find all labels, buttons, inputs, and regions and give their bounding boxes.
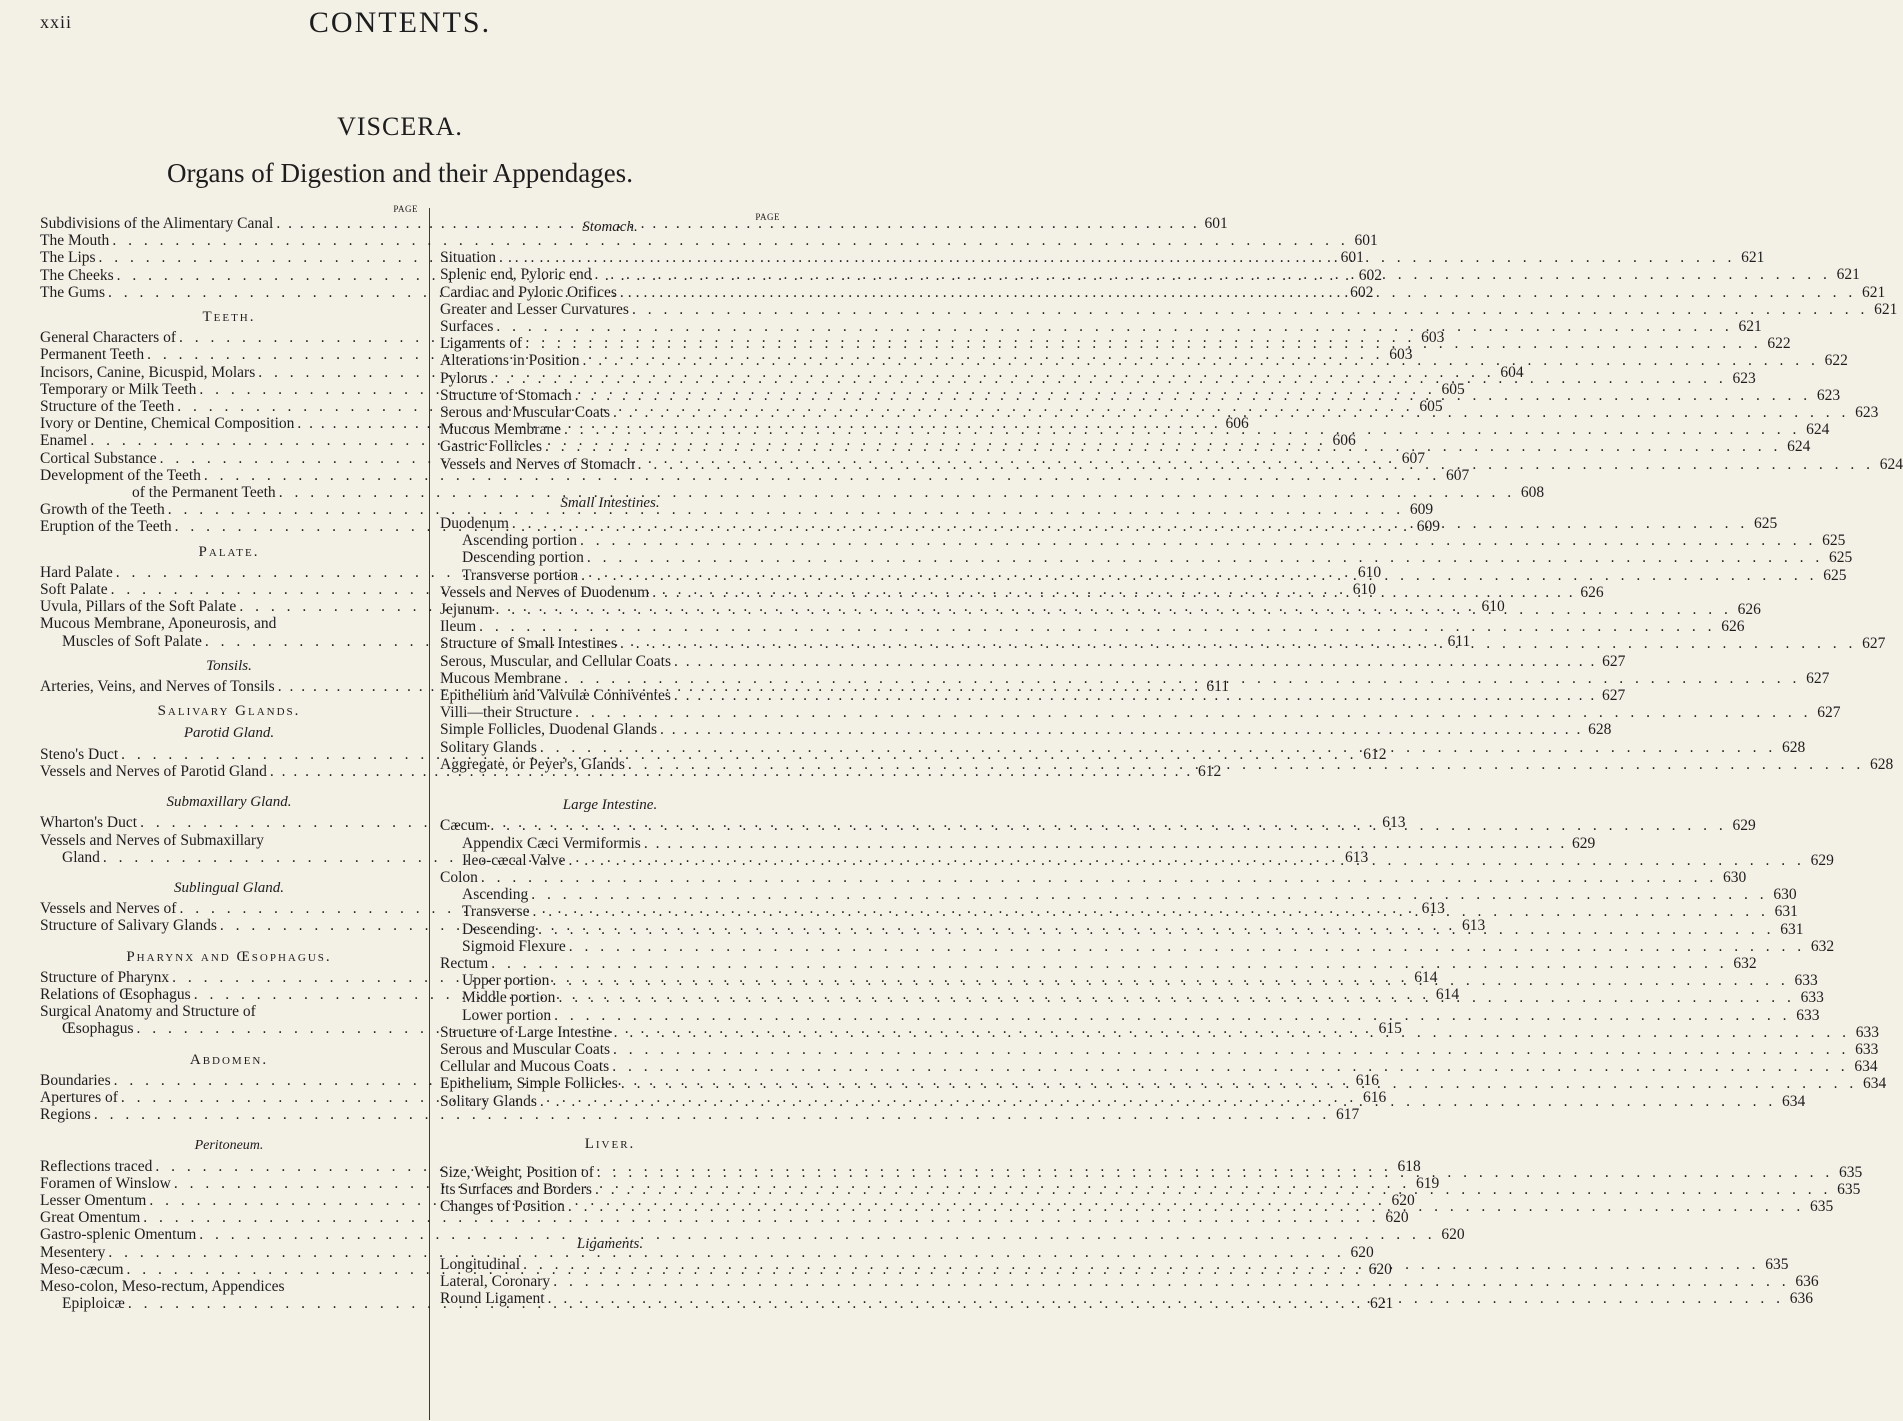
toc-entry-title: Greater and Lesser Curvatures [440,300,629,318]
toc-entry-page: 614 [1435,985,1460,1003]
leader-dots [545,1290,1784,1307]
leader-dots [578,567,1817,584]
toc-entry-title: Ileo-cæcal Valve [462,851,566,869]
toc-entry-page: 633 [1855,1023,1879,1041]
leader-dots [509,515,1748,532]
leader-dots [671,653,1596,670]
toc-entry-page: 610 [1481,598,1505,616]
toc-entry-title: Growth of the Teeth [40,501,165,519]
toc-entry-title: Subdivisions of the Alimentary Canal [40,215,274,232]
leader-dots [520,1256,1759,1273]
toc-entry-page: 630 [1723,868,1747,886]
leader-dots [610,404,1849,421]
toc-entry[interactable] [40,1209,1409,1227]
toc-entry-page: 629 [1732,817,1756,835]
toc-entry-title: Epithelium and Valvulæ Conniventes [440,687,671,705]
toc-entry-title: Solitary Glands [440,738,537,756]
toc-entry-page: 601 [1354,232,1378,250]
leader-dots [537,1093,1776,1110]
toc-entry-page: 613 [1462,917,1486,935]
toc-entry-page: 624 [1787,438,1811,456]
toc-entry-title: The Mouth [40,232,110,250]
leader-dots [561,670,1800,687]
section-title: VISCERA. [337,112,463,141]
toc-entry-title: General Characters of [40,329,176,347]
toc-entry-title: Vessels and Nerves of [40,900,177,918]
toc-entry-title: Steno's Duct [40,745,119,763]
toc-entry[interactable] [440,1006,1820,1024]
leader-dots [493,601,1732,618]
toc-entry-page: 609 [1416,518,1441,536]
toc-entry-title: Serous and Muscular Coats [440,1040,611,1058]
toc-entry-title: Vessels and Nerves of Stomach [440,455,635,473]
toc-entry-page: 635 [1765,1255,1789,1273]
leader-dots [549,972,1788,989]
toc-entry-page: 602 [1358,266,1382,284]
heading-peritoneum: Peritoneum. [194,1138,264,1154]
toc-entry-title: Structure of Small Intestines [440,635,617,653]
leader-dots [488,955,1727,972]
toc-entry-title: Enamel [40,432,88,450]
toc-entry[interactable] [440,834,1596,852]
toc-entry-page: 622 [1767,335,1791,353]
leader-dots [617,284,1856,301]
heading-parotid-gland: Parotid Gland. [183,725,275,742]
toc-entry-page: 629 [1810,851,1834,869]
toc-entry-submaxillary-vessels[interactable]: Vessels and Nerves of Submaxillary [40,831,264,849]
heading-tonsils: Tonsils. [206,657,252,674]
toc-entry-page: 603 [1389,346,1413,364]
toc-entry-title: Cæcum [440,817,488,835]
toc-entry-page: 602 [1350,283,1374,301]
toc-entry-page: 619 [1415,1174,1440,1192]
toc-entry-title: The Gums [40,283,106,301]
toc-entry-page: 609 [1409,501,1434,519]
section-subtitle: Organs of Digestion and their Appendages. [167,158,633,188]
leader-dots [550,1273,1789,1290]
toc-entry-title: Solitary Glands [440,1092,537,1110]
leader-dots [565,1198,1804,1215]
toc-entry[interactable] [440,652,1626,670]
toc-entry-title: Gastro-splenic Omentum [40,1226,197,1244]
leader-dots [522,335,1761,352]
toc-entry[interactable] [440,318,1762,336]
leader-dots [555,989,1794,1006]
toc-entry-page: 601 [1204,215,1228,232]
toc-entry-title: Rectum [440,954,489,972]
toc-entry-page: 621 [1741,249,1765,267]
toc-entry[interactable] [40,484,1545,502]
toc-entry-title: Œsophagus [62,1020,134,1038]
leader-dots [618,1075,1857,1092]
leader-dots [625,756,1864,773]
toc-entry[interactable] [440,1040,1879,1058]
toc-entry-title: Alterations in Position [440,352,580,370]
toc-entry-page: 607 [1401,449,1426,467]
leader-dots [487,370,1726,387]
toc-entry-title: Soft Palate [40,581,108,599]
toc-entry-title: Development of the Teeth [40,466,201,484]
toc-entry[interactable] [440,300,1898,318]
toc-entry[interactable] [440,868,1747,886]
leader-dots [611,1024,1850,1041]
toc-entry-title: Descending portion [462,549,584,567]
toc-entry-title: Gastric Follicles [440,438,543,456]
toc-entry-page: 626 [1737,601,1761,619]
toc-entry[interactable] [440,1272,1819,1290]
toc-entry-title: Upper portion [462,972,550,990]
toc-entry-page: 613 [1345,848,1369,866]
toc-entry-meso-colon[interactable]: Meso-colon, Meso-rectum, Appendices [40,1277,285,1295]
heading-large-intestine: Large Intestine. [562,797,658,814]
toc-entry-title: Structure of Stomach [440,386,572,404]
toc-entry-page: 627 [1862,635,1886,653]
toc-entry-page: 625 [1822,532,1846,550]
heading-salivary-glands: Salivary Glands. [157,703,301,720]
toc-entry-title: Ascending portion [462,532,577,550]
toc-entry-page: 614 [1414,968,1438,986]
toc-entry[interactable] [440,937,1835,955]
toc-entry-page: 631 [1774,903,1798,921]
heading-small-intestines: Small Intestines. [560,494,660,511]
leader-dots [542,438,1781,455]
leader-dots [529,903,1768,920]
toc-entry-page: 636 [1789,1290,1813,1308]
toc-entry[interactable] [440,704,1841,722]
toc-entry-page: 627 [1602,687,1626,705]
toc-entry-page: 613 [1382,814,1406,832]
toc-entry-page: 622 [1824,352,1848,370]
toc-entry-title: Temporary or Milk Teeth [40,380,197,398]
toc-entry-title: Lateral, Coronary [440,1272,551,1290]
toc-entry-page: 629 [1571,834,1596,852]
toc-entry-page: 625 [1828,549,1853,567]
toc-entry-title: Serous and Muscular Coats [440,404,611,422]
leader-dots [478,869,1717,886]
leader-dots [493,318,1732,335]
leader-dots [671,687,1596,704]
toc-entry-title: The Lips [40,249,96,267]
toc-entry-title: Foramen of Winslow [40,1174,171,1192]
toc-entry[interactable] [40,232,1378,250]
toc-entry-title: Villi—their Structure [440,704,573,722]
leader-dots [528,886,1767,903]
toc-entry-page: 606 [1332,432,1356,450]
toc-entry-title: Structure of Salivary Glands [40,917,217,935]
toc-entry-title: Permanent Teeth [40,346,145,364]
toc-entry-title: Uvula, Pillars of the Soft Palate [40,598,237,616]
toc-entry-page: 627 [1602,652,1626,670]
leader-dots [577,532,1816,549]
toc-entry[interactable] [440,954,1757,972]
toc-entry-title: Eruption of the Teeth [40,518,172,536]
toc-entry-page: 623 [1732,369,1756,387]
toc-entry-page: 632 [1810,937,1835,955]
toc-entry-title: Middle portion [462,989,556,1007]
toc-entry-page: 608 [1520,484,1545,502]
toc-entry-title: Sigmoid Flexure [462,937,566,955]
toc-entry-page: 628 [1870,755,1894,773]
toc-entry-page: 636 [1795,1272,1819,1290]
toc-entry-title: Mucous Membrane [440,421,561,439]
toc-entry-title: Round Ligament [440,1290,545,1308]
toc-entry-page: 613 [1421,900,1445,918]
toc-entry-title: Reflections traced [40,1157,153,1175]
toc-entry-title: Ileum [440,618,477,636]
leader-dots [487,817,1726,834]
toc-entry-title: Duodenum [440,515,509,533]
toc-entry-title: Simple Follicles, Duodenal Glands [440,721,657,739]
toc-entry-page: 601 [1340,249,1364,267]
heading-submaxillary-gland: Submaxillary Gland. [166,794,292,811]
leader-dots [551,1007,1790,1024]
toc-entry-title: Jejunum [440,601,493,619]
toc-entry-title: Structure of the Teeth [40,398,175,416]
leader-dots [610,1041,1849,1058]
toc-entry-page: 633 [1855,1040,1879,1058]
toc-entry-title: Surfaces [440,318,494,336]
page-column-label-right: PAGE [755,212,780,222]
toc-entry-title: Epithelium, Simple Follicles [440,1075,618,1093]
heading-sublingual-gland: Sublingual Gland. [173,879,284,896]
toc-entry-title: Mesentery [40,1243,106,1261]
page-column-label: PAGE [393,204,418,214]
toc-entry-page: 634 [1782,1092,1806,1110]
leader-dots [476,618,1715,635]
toc-entry-page: 607 [1446,466,1470,484]
toc-entry-title: Size, Weight, Position of [440,1163,594,1181]
toc-entry-page: 616 [1355,1071,1379,1089]
toc-entry-title: Regions [40,1106,91,1124]
toc-entry-page: 620 [1350,1243,1374,1261]
toc-entry-title: Hard Palate [40,563,113,581]
toc-entry-page: 616 [1363,1088,1387,1106]
toc-entry-page: 635 [1837,1181,1861,1199]
toc-entry-page: 610 [1357,563,1382,581]
toc-entry-title: The Cheeks [40,266,114,284]
toc-entry-page: 634 [1862,1075,1887,1093]
toc-entry-mucous-membrane[interactable]: Mucous Membrane, Aponeurosis, and [40,615,277,633]
toc-entry-title: Incisors, Canine, Bicuspid, Molars [40,363,256,381]
leader-dots [561,421,1800,438]
leader-dots [535,921,1774,938]
toc-entry-page: 611 [1447,632,1471,650]
toc-entry-title: Transverse portion [462,566,579,584]
heading-teeth: Teeth. [202,309,256,326]
toc-entry-page: 612 [1363,745,1387,763]
toc-entry-page: 621 [1369,1295,1394,1313]
toc-entry-page: 635 [1810,1198,1834,1216]
heading-palate: Palate. [198,543,260,560]
leader-dots [617,632,1856,652]
leader-dots [609,1058,1848,1075]
toc-entry-title: Descending [462,920,536,938]
toc-entry-page: 604 [1500,363,1524,381]
leader-dots [592,266,1831,283]
toc-entry-page: 610 [1352,581,1376,599]
toc-entry-title: Aggregate, or Peyer's, Glands [440,755,625,773]
toc-entry-page: 633 [1794,972,1818,990]
toc-entry-page: 620 [1391,1191,1415,1209]
toc-entry-page: 611 [1206,678,1230,696]
toc-entry-title: Its Surfaces and Borders [440,1181,592,1199]
toc-entry[interactable] [40,466,1470,484]
toc-entry-page: 631 [1780,920,1804,938]
toc-entry-page: 634 [1854,1058,1878,1076]
toc-entry-page: 621 [1862,283,1886,301]
leader-dots [196,1226,1435,1243]
leader-dots [572,387,1811,404]
toc-entry[interactable] [440,532,1846,550]
toc-entry-page: 623 [1816,386,1841,404]
toc-entry[interactable] [440,618,1745,636]
toc-entry-page: 623 [1855,404,1879,422]
leader-dots [635,456,1874,473]
toc-entry-title: Ivory or Dentine, Chemical Composition [40,415,295,433]
toc-entry-page: 633 [1796,1006,1820,1024]
heading-ligaments: Ligaments. [576,1235,644,1252]
toc-entry-title: Boundaries [40,1071,111,1089]
toc-entry-page: 626 [1580,583,1604,601]
toc-entry-page: 635 [1839,1163,1863,1181]
heading-stomach: Stomach. [582,219,638,235]
toc-entry-title: Structure of Large Intestine [440,1023,611,1041]
toc-entry-title: Great Omentum [40,1209,141,1227]
toc-entry-page: 620 [1385,1209,1409,1227]
toc-entry-title: Ascending [462,886,529,904]
toc-entry-page: 621 [1738,318,1762,336]
toc-entry-title: Cortical Substance [40,449,157,467]
toc-entry-title: Apertures of [40,1088,118,1106]
leader-dots [649,584,1574,601]
toc-entry-page: 624 [1879,455,1903,473]
toc-entry-page: 605 [1419,398,1443,416]
toc-entry-page: 630 [1773,886,1797,904]
toc-entry-title: Lesser Omentum [40,1191,147,1209]
toc-entry-title: Epiploicæ [62,1295,125,1313]
toc-entry-title: Vessels and Nerves of Duodenum [440,583,650,601]
toc-entry-title: Structure of Pharynx [40,968,170,986]
leader-dots [496,249,1735,266]
toc-entry-title: Lower portion [462,1006,552,1024]
toc-entry-title: Meso-cæcum [40,1260,124,1278]
toc-entry-title: Cardiac and Pyloric Orifices [440,283,617,301]
toc-entry-surgical-anatomy[interactable]: Surgical Anatomy and Structure of [40,1003,256,1021]
toc-entry-title: Vessels and Nerves of Parotid Gland [40,762,267,780]
toc-entry-page: 615 [1378,1020,1402,1038]
running-head: CONTENTS. [308,6,492,39]
toc-entry-title: Ligaments of [440,335,523,353]
toc-entry[interactable] [440,721,1612,739]
toc-entry-page: 618 [1397,1157,1421,1175]
leader-dots [565,852,1804,869]
toc-entry-title: Longitudinal [440,1255,521,1273]
toc-entry-title: Splenic end, Pyloric end [440,266,592,284]
toc-entry-page: 605 [1441,380,1465,398]
toc-entry-title: Mucous Membrane [440,669,561,687]
toc-entry-title: Situation [440,249,496,267]
leader-dots [594,1164,1833,1181]
toc-entry-page: 627 [1817,704,1841,722]
toc-entry-page: 606 [1225,415,1249,433]
toc-entry-title: Transverse [462,903,530,921]
toc-entry-title: Changes of Position [440,1198,565,1216]
toc-entry-page: 621 [1874,300,1898,318]
toc-entry-title: Wharton's Duct [40,814,138,832]
toc-entry-page: 628 [1782,738,1806,756]
leader-dots [657,721,1582,738]
toc-entry-page: 624 [1806,421,1830,439]
toc-entry-title: of the Permanent Teeth [132,484,276,502]
toc-entry-page: 620 [1441,1226,1465,1244]
toc-entry-title: Serous, Muscular, and Cellular Coats [440,652,671,670]
toc-entry-title: Muscles of Soft Palate [62,632,202,650]
toc-entry-page: 625 [1754,515,1778,533]
toc-entry-page: 626 [1721,618,1745,636]
toc-entry[interactable] [440,886,1797,904]
toc-entry-page: 621 [1836,266,1860,284]
toc-entry-title: Cellular and Mucous Coats [440,1058,610,1076]
toc-entry-title: Pylorus [440,369,488,387]
leader-dots [629,301,1868,318]
toc-entry-page: 632 [1733,954,1757,972]
leader-dots [572,704,1811,721]
toc-entry-page: 612 [1197,762,1222,780]
toc-entry-page: 627 [1806,669,1830,687]
toc-entry[interactable] [40,1106,1360,1124]
toc-entry-page: 625 [1823,566,1847,584]
toc-entry-title: Colon [440,868,478,886]
leader-dots [580,352,1819,369]
page-number: xxii [40,12,73,32]
toc-entry[interactable] [440,549,1853,567]
toc-entry[interactable] [440,1058,1878,1076]
heading-pharynx-oesophagus: Pharynx and Œsophagus. [126,948,332,965]
heading-liver: Liver. [584,1135,636,1152]
toc-entry-title: Relations of Œsophagus [40,985,191,1003]
toc-entry-page: 617 [1335,1106,1360,1124]
toc-entry-title: Gland [62,848,100,866]
heading-abdomen: Abdomen. [189,1051,269,1068]
leader-dots [592,1181,1831,1198]
toc-entry-page: 628 [1588,721,1612,739]
toc-entry-page: 603 [1421,329,1445,347]
leader-dots [641,835,1566,852]
toc-entry-title: Arteries, Veins, and Nerves of Tonsils [40,678,275,696]
toc-entry-page: 633 [1800,989,1824,1007]
leader-dots [537,739,1776,756]
leader-dots [566,938,1805,955]
toc-entry-title: Appendix Cæci Vermiformis [462,834,641,852]
toc-entry-page: 620 [1368,1260,1392,1278]
leader-dots [584,549,1823,566]
